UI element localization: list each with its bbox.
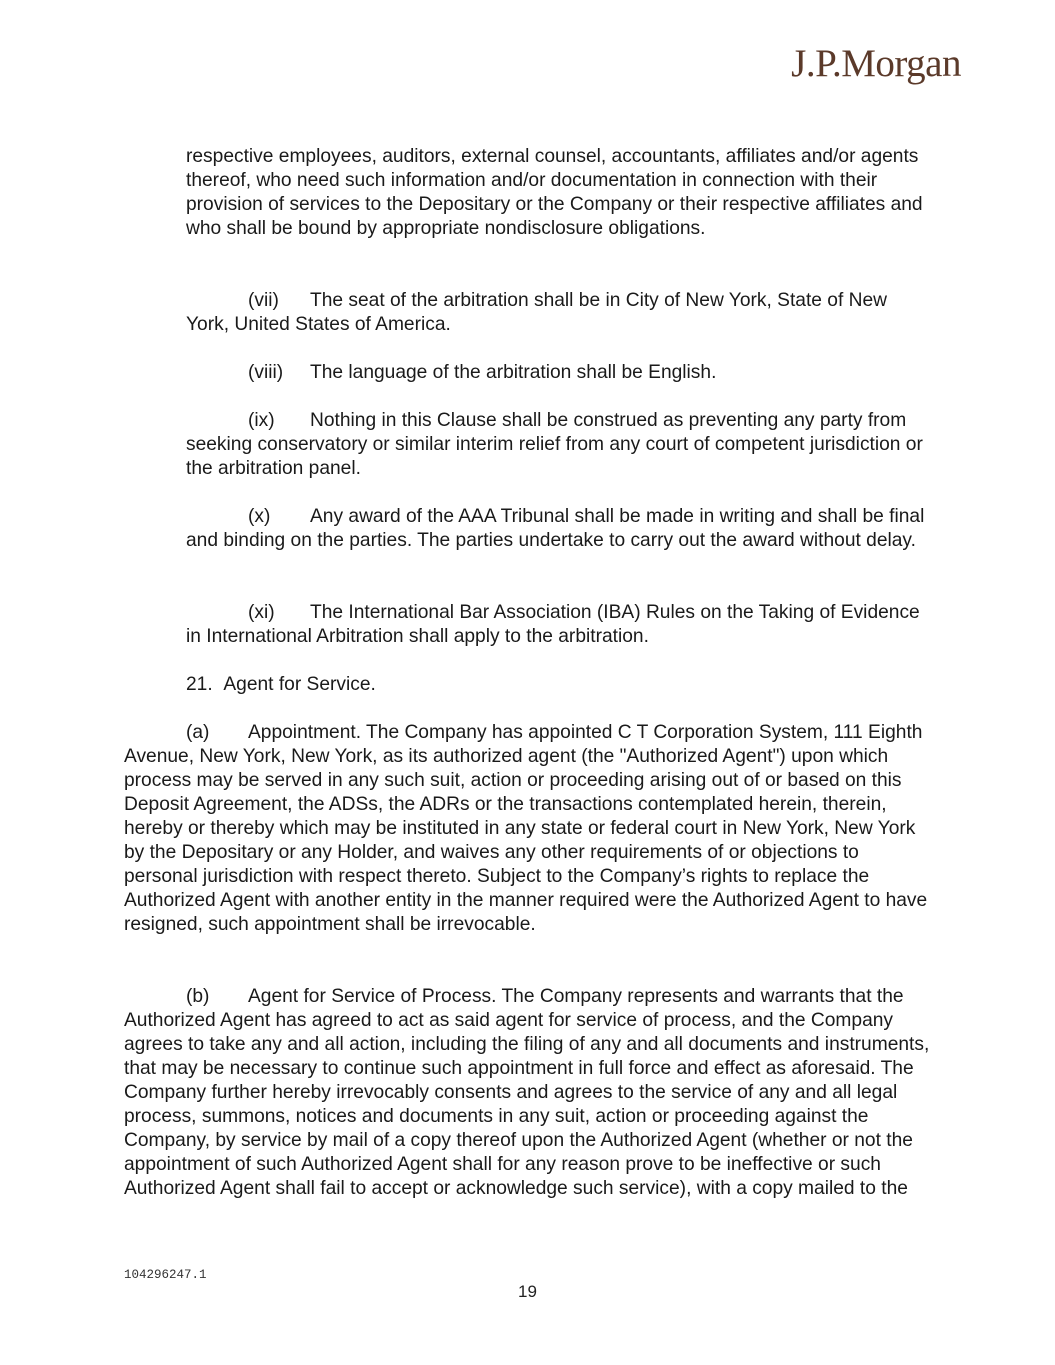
clause-text: Agent for Service of Process. The Company represents and warrants that the Authorized Agent has agreed to act as said agent for service of process, and the Company agrees to take any and all action, including the filing of any and all documents and instruments, that may be necessary to continue such appointment in full force and effect as aforesaid. The Company further hereby irrevocably consents and agrees to the service of any and all legal process, summons, notices and documents in any suit, action or proceeding against the Company, by service by mail of a copy thereof upon the Authorized Agent (whether or not the appointment of such Authorized Agent shall for any reason prove to be ineffective or such Authorized Agent shall fail to accept or acknowledge such service), with a copy mailed to the [124,986,930,1199]
paragraph-ix [186,409,931,481]
section-number: 21. [186,674,213,695]
clause-number: (vii) [248,290,279,311]
paragraph-x [186,505,931,553]
paragraph-vii [186,289,931,337]
document-id: 104296247.1 [124,1268,207,1282]
page-number: 19 [518,1282,537,1301]
clause-number: (b) [186,986,210,1007]
clause-text: Appointment. The Company has appointed C T Corporation System, 111 Eighth Avenue, New York, New York, as its authorized agent (the "Authorized Agent") upon which process may be served in any such suit, action or proceeding arising out of or based on this Deposit Agreement, the ADSs, the ADRs or the transactions contemplated herein, therein, hereby or thereby which may be instituted in any state or federal court in New York, New York by the Depositary or any Holder, and waives any other requirements of or objections to personal jurisdiction with respect thereto. Subject to the Company’s rights to replace the Authorized Agent with another entity in the manner required were the Authorized Agent to have resigned, such appointment shall be irrevocable. [124,722,928,935]
paragraph-xi [186,601,931,649]
paragraph-viii [186,361,931,385]
section-heading-21 [186,673,931,697]
clause-number: (viii) [248,362,284,383]
clause-number: (xi) [248,602,275,623]
clause-number: (a) [186,722,210,743]
clause-text: The International Bar Association (IBA) Rules on the Taking of Evidence in International Arbitration shall apply to the arbitration. [186,602,920,647]
paragraph-b [124,985,932,1201]
clause-text: Nothing in this Clause shall be construed as preventing any party from seeking conservatory or similar interim relief from any court of competent jurisdiction or the arbitration panel. [186,410,923,479]
clause-text: Any award of the AAA Tribunal shall be made in writing and shall be final and binding on the parties. The parties undertake to carry out the award without delay. [186,506,925,551]
paragraph-a [124,721,932,937]
clause-text: The seat of the arbitration shall be in City of New York, State of New York, United States of America. [186,290,887,335]
paragraph-continuation: respective employees, auditors, external counsel, accountants, affiliates and/or agents thereof, who need such information and/or documentation in connection with their provision of services to the Depositary or the Company or their respective affiliates and who shall be bound by appropriate nondisclosure obligations. [186,146,923,239]
clause-number: (x) [248,506,271,527]
clause-text: The language of the arbitration shall be English. [310,362,717,383]
clause-number: (ix) [248,410,275,431]
jpmorgan-logo: J.P.Morgan [791,42,961,85]
section-title: Agent for Service. [223,674,376,695]
